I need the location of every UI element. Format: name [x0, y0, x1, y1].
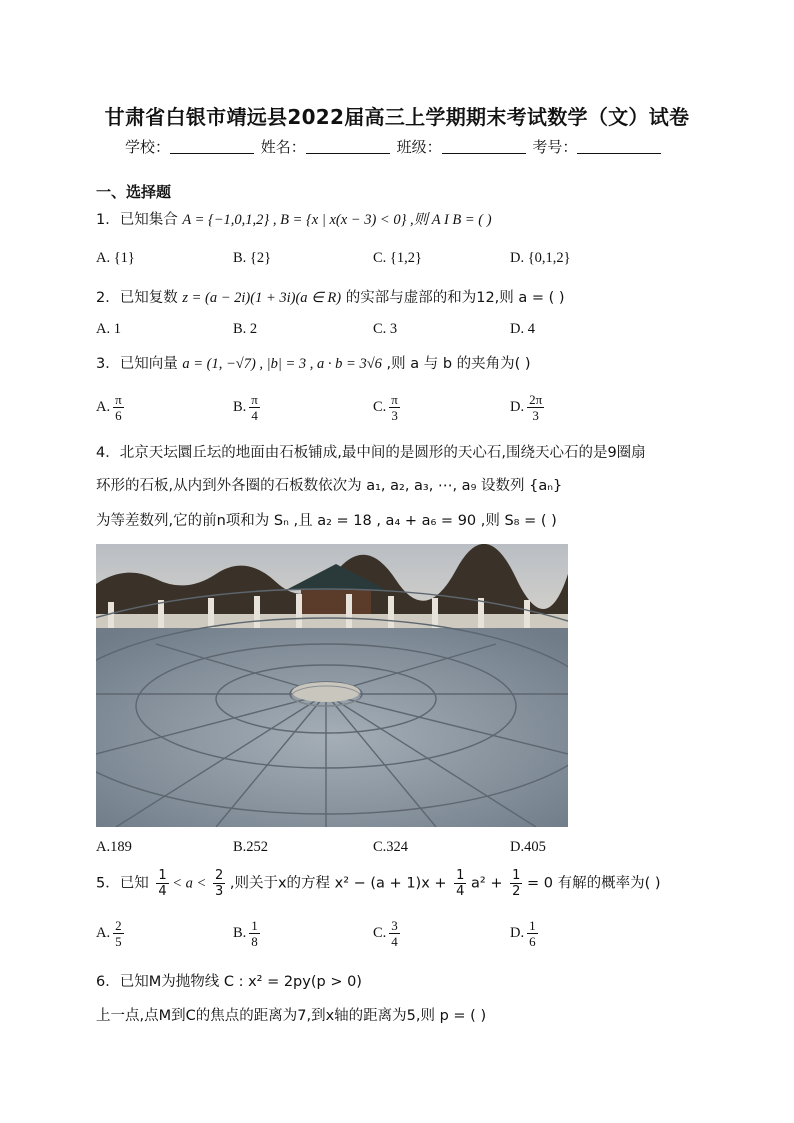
q5-text-c: a² +: [466, 875, 508, 892]
q5-option-b-den: 8: [251, 934, 258, 949]
q3-option-a-num: π: [115, 392, 122, 407]
q2-option-b[interactable]: B. 2: [233, 321, 258, 337]
class-label: 班级：: [396, 138, 442, 156]
q4-option-c[interactable]: C.324: [373, 839, 409, 855]
q5-option-b[interactable]: [233, 918, 260, 949]
question-4-line-1: 4．北京天坛圜丘坛的地面由石板铺成,最中间的是圆形的天心石,围绕天心石的是9圈扇: [96, 445, 646, 461]
question-4-line-2: 环形的石板,从内到外各圈的石板数依次为 a₁, a₂, a₃, ⋯, a₉ 设数列 {aₙ}: [96, 478, 563, 494]
page-title: 甘肃省白银市靖远县2022届高三上学期期末考试数学（文）试卷: [104, 105, 690, 129]
q3-option-d-num: 2π: [529, 392, 543, 407]
q3-option-a-den: 6: [115, 408, 122, 423]
q3-option-c[interactable]: [373, 392, 400, 423]
q3-option-b-den: 4: [251, 408, 258, 423]
q5-option-b-num: 1: [251, 918, 258, 933]
q5-frac3-den: 4: [456, 884, 465, 899]
q5-frac2-num: 2: [214, 868, 224, 883]
q5-option-c-num: 3: [391, 918, 398, 933]
q1-lead: 1．已知集合: [96, 212, 183, 228]
q5-option-c[interactable]: [373, 918, 400, 949]
q5-option-a-den: 5: [115, 934, 122, 949]
q5-lead: 5．已知: [96, 875, 154, 892]
q5-option-d-label: D.: [510, 924, 525, 941]
q5-frac4-num: 1: [512, 868, 521, 883]
q2-option-a[interactable]: A. 1: [96, 321, 121, 337]
class-blank[interactable]: [442, 139, 526, 154]
q5-option-a-num: 2: [115, 918, 122, 933]
q1-option-a[interactable]: A. {1}: [96, 250, 135, 266]
q3-option-b-num: π: [251, 392, 258, 407]
q5-option-d-num: 1: [529, 918, 536, 933]
q3-lead: 3．已知向量: [96, 356, 183, 372]
q5-option-a-label: A.: [96, 924, 111, 941]
q5-option-a[interactable]: [96, 918, 124, 949]
altar-illustration: [96, 544, 568, 827]
q5-frac3-num: 1: [456, 868, 465, 883]
q5-frac1-den: 4: [158, 884, 167, 899]
q5-frac1-num: 1: [158, 868, 167, 883]
question-2: [96, 286, 565, 307]
q1-math: A = {−1,0,1,2} , B = {x | x(x − 3) < 0} ,则 A I B = ( ): [182, 212, 492, 228]
q3-option-c-num: π: [391, 392, 398, 407]
question-5: [96, 868, 661, 899]
question-6-line-1: 6．已知M为抛物线 C : x² = 2py(p > 0): [96, 974, 362, 990]
q3-option-d-label: D.: [510, 398, 525, 415]
q3-option-a[interactable]: [96, 392, 124, 423]
q2-lead: 2．已知复数: [96, 290, 183, 306]
q3-option-c-den: 3: [391, 408, 398, 423]
question-1: [96, 208, 492, 229]
q5-option-d[interactable]: [510, 918, 538, 949]
q4-option-d[interactable]: D.405: [510, 839, 546, 855]
q3-option-b-label: B.: [233, 398, 247, 415]
q1-option-d[interactable]: D. {0,1,2}: [510, 250, 571, 266]
q5-mid: < a <: [168, 875, 210, 892]
q3-option-b[interactable]: [233, 392, 260, 423]
q5-text-d: = 0 有解的概率为( ): [522, 875, 661, 892]
school-label: 学校：: [125, 138, 171, 156]
question-4-line-3: 为等差数列,它的前n项和为 Sₙ ,且 a₂ = 18 , a₄ + a₆ = 90 ,则 S₈ = ( ): [96, 513, 557, 529]
q5-option-c-label: C.: [373, 924, 387, 941]
tiantan-altar-photo: [96, 544, 568, 827]
q2-math: z = (a − 2i)(1 + 3i)(a ∈ R): [182, 290, 342, 306]
q5-option-c-den: 4: [391, 934, 398, 949]
q5-frac2-den: 3: [214, 884, 224, 899]
q5-option-b-label: B.: [233, 924, 247, 941]
q1-option-b[interactable]: B. {2}: [233, 250, 272, 266]
question-3: [96, 352, 531, 373]
q5-text-b: ,则关于x的方程 x² − (a + 1)x +: [225, 875, 452, 892]
number-blank[interactable]: [577, 139, 661, 154]
q4-option-a[interactable]: A.189: [96, 839, 132, 855]
q3-tail: ,则 a 与 b 的夹角为( ): [381, 356, 531, 372]
q3-option-d[interactable]: [510, 392, 544, 423]
q2-option-d[interactable]: D. 4: [510, 321, 535, 337]
name-blank[interactable]: [306, 139, 390, 154]
q1-option-c[interactable]: C. {1,2}: [373, 250, 422, 266]
number-label: 考号：: [532, 138, 578, 156]
school-blank[interactable]: [170, 139, 254, 154]
student-info-line: [125, 136, 663, 157]
question-6-line-2: 上一点,点M到C的焦点的距离为7,到x轴的距离为5,则 p = ( ): [96, 1008, 487, 1024]
name-label: 姓名：: [260, 138, 306, 156]
q5-option-d-den: 6: [529, 934, 536, 949]
q3-option-c-label: C.: [373, 398, 387, 415]
q5-frac4-den: 2: [512, 884, 521, 899]
q3-math: a = (1, −√7) , |b| = 3 , a · b = 3√6: [182, 356, 382, 372]
section-heading: 一、选择题: [96, 183, 172, 201]
q2-option-c[interactable]: C. 3: [373, 321, 398, 337]
q2-tail: 的实部与虚部的和为12,则 a = ( ): [341, 290, 565, 306]
q4-option-b[interactable]: B.252: [233, 839, 269, 855]
q3-option-d-den: 3: [532, 408, 539, 423]
q3-option-a-label: A.: [96, 398, 111, 415]
